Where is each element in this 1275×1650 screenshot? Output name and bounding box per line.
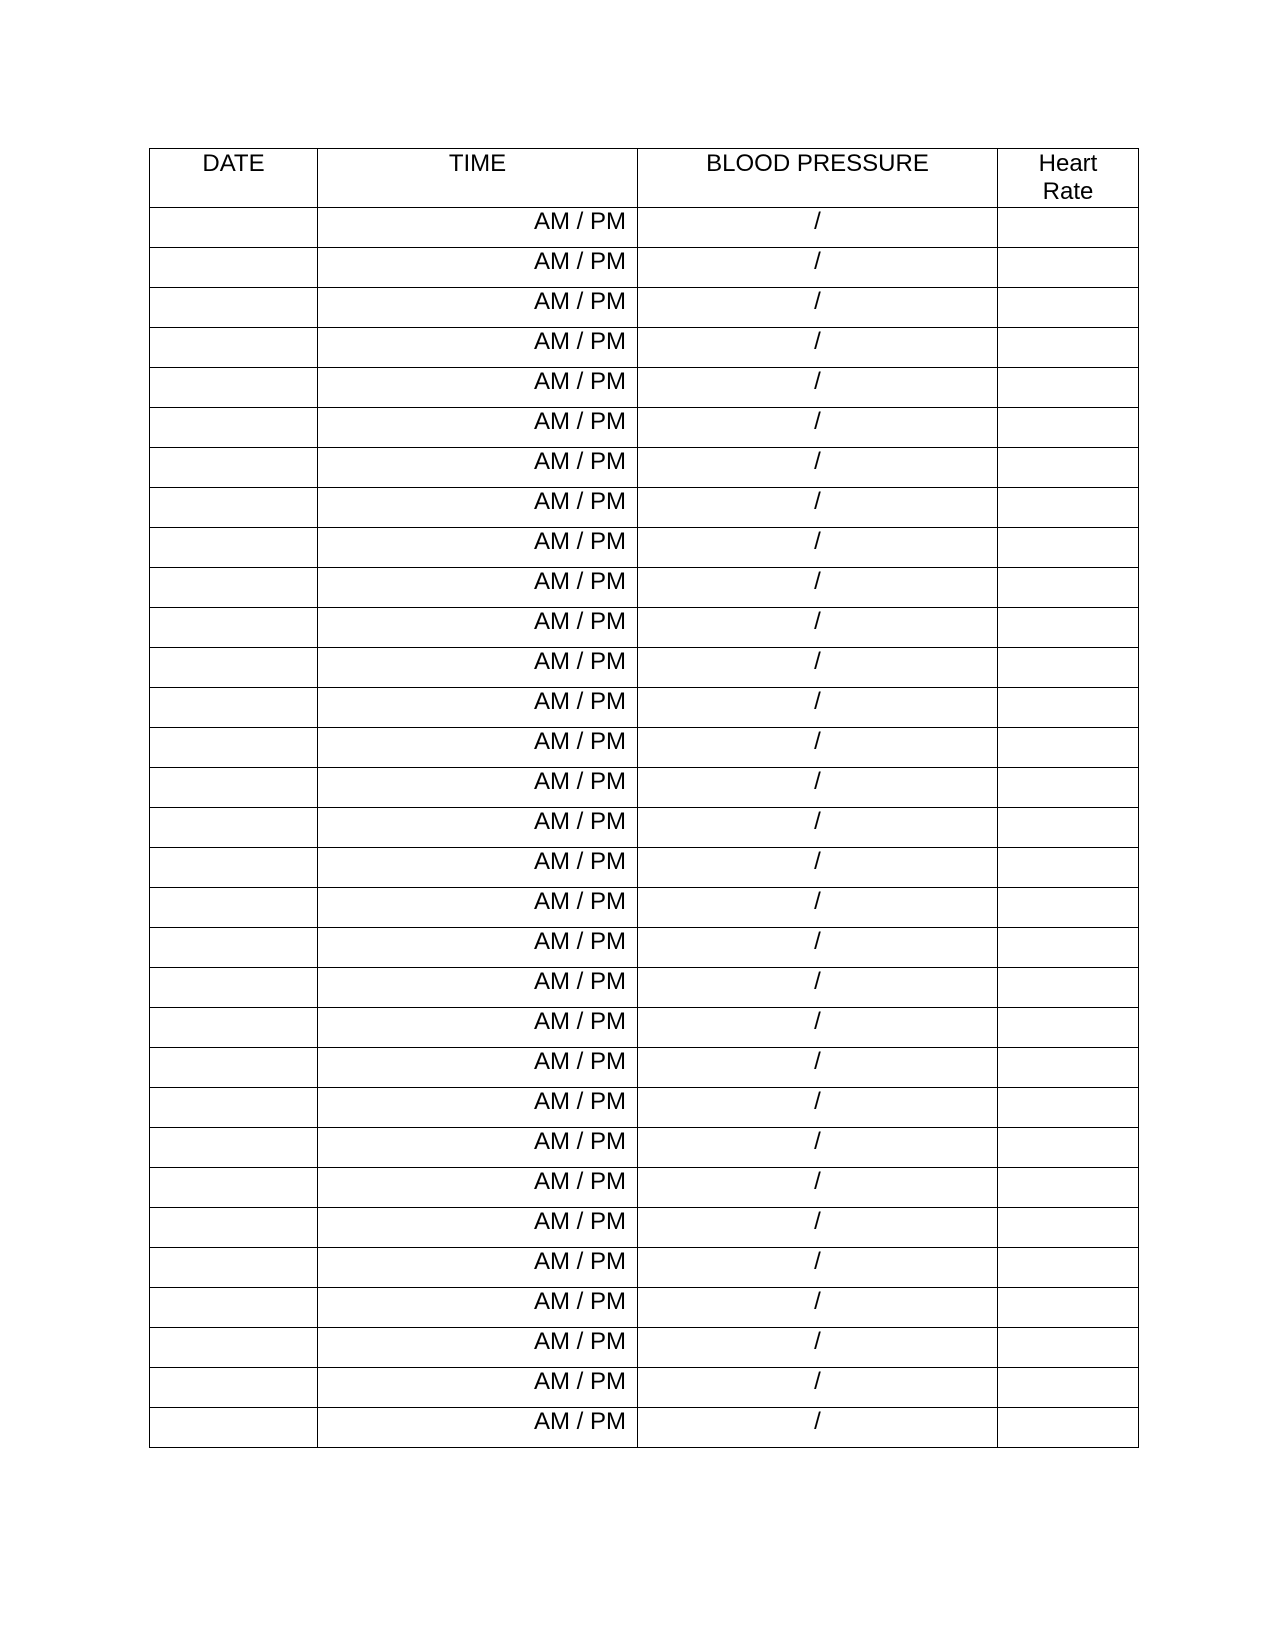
time-cell[interactable]: AM / PM: [318, 488, 638, 528]
blood-pressure-cell[interactable]: /: [638, 808, 998, 848]
table-row: [150, 1008, 1139, 1048]
time-cell[interactable]: AM / PM: [318, 568, 638, 608]
time-cell[interactable]: AM / PM: [318, 1288, 638, 1328]
heart-rate-cell[interactable]: [998, 928, 1139, 968]
heart-rate-cell[interactable]: [998, 1328, 1139, 1368]
blood-pressure-cell[interactable]: /: [638, 1008, 998, 1048]
heart-rate-cell[interactable]: [998, 1248, 1139, 1288]
heart-rate-cell[interactable]: [998, 1288, 1139, 1328]
heart-rate-cell[interactable]: [998, 288, 1139, 328]
blood-pressure-cell[interactable]: /: [638, 888, 998, 928]
date-cell[interactable]: [150, 408, 318, 448]
date-cell[interactable]: [150, 248, 318, 288]
date-cell[interactable]: [150, 648, 318, 688]
date-cell[interactable]: [150, 1008, 318, 1048]
header-blood-pressure: BLOOD PRESSURE: [638, 149, 998, 208]
date-cell[interactable]: [150, 688, 318, 728]
date-cell[interactable]: [150, 1208, 318, 1248]
date-cell[interactable]: [150, 568, 318, 608]
table-row: [150, 448, 1139, 488]
header-time: TIME: [318, 149, 638, 208]
blood-pressure-cell[interactable]: /: [638, 968, 998, 1008]
blood-pressure-cell[interactable]: /: [638, 1088, 998, 1128]
header-heart-rate: [998, 149, 1139, 208]
time-cell[interactable]: AM / PM: [318, 368, 638, 408]
table-row: [150, 1048, 1139, 1088]
date-cell[interactable]: [150, 928, 318, 968]
header-heart-rate-line1: Heart: [1038, 150, 1098, 177]
time-cell[interactable]: AM / PM: [318, 208, 638, 248]
date-cell[interactable]: [150, 528, 318, 568]
blood-pressure-cell[interactable]: /: [638, 1368, 998, 1408]
time-cell[interactable]: AM / PM: [318, 1208, 638, 1248]
table-row: [150, 1248, 1139, 1288]
date-cell[interactable]: [150, 1088, 318, 1128]
table-row: [150, 528, 1139, 568]
table-row: [150, 1368, 1139, 1408]
blood-pressure-log-table: [149, 148, 1139, 1448]
blood-pressure-cell[interactable]: /: [638, 928, 998, 968]
blood-pressure-cell[interactable]: /: [638, 648, 998, 688]
heart-rate-cell[interactable]: [998, 1128, 1139, 1168]
heart-rate-cell[interactable]: [998, 768, 1139, 808]
blood-pressure-cell[interactable]: /: [638, 1168, 998, 1208]
table-row: [150, 1408, 1139, 1448]
date-cell[interactable]: [150, 768, 318, 808]
heart-rate-cell[interactable]: [998, 728, 1139, 768]
heart-rate-cell[interactable]: [998, 1048, 1139, 1088]
blood-pressure-cell[interactable]: /: [638, 328, 998, 368]
heart-rate-cell[interactable]: [998, 1408, 1139, 1448]
heart-rate-cell[interactable]: [998, 688, 1139, 728]
table-row: [150, 248, 1139, 288]
heart-rate-cell[interactable]: [998, 368, 1139, 408]
table-row: [150, 208, 1139, 248]
time-cell[interactable]: AM / PM: [318, 888, 638, 928]
date-cell[interactable]: [150, 208, 318, 248]
time-cell[interactable]: AM / PM: [318, 528, 638, 568]
heart-rate-cell[interactable]: [998, 888, 1139, 928]
heart-rate-cell[interactable]: [998, 408, 1139, 448]
time-cell[interactable]: AM / PM: [318, 728, 638, 768]
table-row: [150, 848, 1139, 888]
heart-rate-cell[interactable]: [998, 448, 1139, 488]
heart-rate-cell[interactable]: [998, 248, 1139, 288]
table-row: [150, 688, 1139, 728]
date-cell[interactable]: [150, 1368, 318, 1408]
heart-rate-cell[interactable]: [998, 208, 1139, 248]
time-cell[interactable]: AM / PM: [318, 968, 638, 1008]
blood-pressure-cell[interactable]: /: [638, 1048, 998, 1088]
blood-pressure-cell[interactable]: /: [638, 608, 998, 648]
time-cell[interactable]: AM / PM: [318, 1048, 638, 1088]
date-cell[interactable]: [150, 888, 318, 928]
heart-rate-cell[interactable]: [998, 648, 1139, 688]
date-cell[interactable]: [150, 1328, 318, 1368]
table-row: [150, 288, 1139, 328]
header-row: [150, 149, 1139, 208]
time-cell[interactable]: AM / PM: [318, 1408, 638, 1448]
blood-pressure-cell[interactable]: /: [638, 688, 998, 728]
time-cell[interactable]: AM / PM: [318, 1008, 638, 1048]
blood-pressure-cell[interactable]: /: [638, 248, 998, 288]
date-cell[interactable]: [150, 448, 318, 488]
blood-pressure-cell[interactable]: /: [638, 528, 998, 568]
blood-pressure-cell[interactable]: /: [638, 1208, 998, 1248]
date-cell[interactable]: [150, 728, 318, 768]
blood-pressure-cell[interactable]: /: [638, 848, 998, 888]
heart-rate-cell[interactable]: [998, 528, 1139, 568]
heart-rate-cell[interactable]: [998, 488, 1139, 528]
blood-pressure-cell[interactable]: /: [638, 1288, 998, 1328]
date-cell[interactable]: [150, 608, 318, 648]
time-cell[interactable]: AM / PM: [318, 1368, 638, 1408]
time-cell[interactable]: AM / PM: [318, 848, 638, 888]
heart-rate-cell[interactable]: [998, 808, 1139, 848]
time-cell[interactable]: AM / PM: [318, 608, 638, 648]
table-row: [150, 608, 1139, 648]
time-cell[interactable]: AM / PM: [318, 1328, 638, 1368]
heart-rate-cell[interactable]: [998, 1168, 1139, 1208]
blood-pressure-cell[interactable]: /: [638, 408, 998, 448]
date-cell[interactable]: [150, 368, 318, 408]
time-cell[interactable]: AM / PM: [318, 1168, 638, 1208]
time-cell[interactable]: AM / PM: [318, 1128, 638, 1168]
table-row: [150, 328, 1139, 368]
date-cell[interactable]: [150, 968, 318, 1008]
date-cell[interactable]: [150, 328, 318, 368]
table-row: [150, 648, 1139, 688]
heart-rate-cell[interactable]: [998, 1008, 1139, 1048]
table-row: [150, 1088, 1139, 1128]
blood-pressure-cell[interactable]: /: [638, 1128, 998, 1168]
table-row: [150, 568, 1139, 608]
time-cell[interactable]: AM / PM: [318, 808, 638, 848]
time-cell[interactable]: AM / PM: [318, 928, 638, 968]
date-cell[interactable]: [150, 1168, 318, 1208]
blood-pressure-cell[interactable]: /: [638, 368, 998, 408]
table-row: [150, 968, 1139, 1008]
table-row: [150, 488, 1139, 528]
heart-rate-cell[interactable]: [998, 568, 1139, 608]
date-cell[interactable]: [150, 1048, 318, 1088]
table-row: [150, 928, 1139, 968]
date-cell[interactable]: [150, 1408, 318, 1448]
header-heart-rate-line2: Rate: [1042, 178, 1094, 205]
heart-rate-cell[interactable]: [998, 1368, 1139, 1408]
heart-rate-cell[interactable]: [998, 608, 1139, 648]
blood-pressure-cell[interactable]: /: [638, 1408, 998, 1448]
heart-rate-cell[interactable]: [998, 848, 1139, 888]
blood-pressure-cell[interactable]: /: [638, 208, 998, 248]
time-cell[interactable]: AM / PM: [318, 408, 638, 448]
table-row: [150, 368, 1139, 408]
date-cell[interactable]: [150, 808, 318, 848]
heart-rate-cell[interactable]: [998, 328, 1139, 368]
table-row: [150, 1328, 1139, 1368]
date-cell[interactable]: [150, 1128, 318, 1168]
blood-pressure-cell[interactable]: /: [638, 1248, 998, 1288]
table-row: [150, 1208, 1139, 1248]
table-row: [150, 408, 1139, 448]
time-cell[interactable]: AM / PM: [318, 328, 638, 368]
table-row: [150, 1168, 1139, 1208]
time-cell[interactable]: AM / PM: [318, 1248, 638, 1288]
date-cell[interactable]: [150, 288, 318, 328]
table-header: [150, 149, 1139, 208]
blood-pressure-cell[interactable]: /: [638, 768, 998, 808]
time-cell[interactable]: AM / PM: [318, 248, 638, 288]
blood-pressure-cell[interactable]: /: [638, 1328, 998, 1368]
time-cell[interactable]: AM / PM: [318, 288, 638, 328]
table-body: [150, 208, 1139, 1448]
date-cell[interactable]: [150, 488, 318, 528]
time-cell[interactable]: AM / PM: [318, 448, 638, 488]
time-cell[interactable]: AM / PM: [318, 768, 638, 808]
blood-pressure-cell[interactable]: /: [638, 448, 998, 488]
heart-rate-cell[interactable]: [998, 1208, 1139, 1248]
blood-pressure-cell[interactable]: /: [638, 728, 998, 768]
blood-pressure-cell[interactable]: /: [638, 288, 998, 328]
blood-pressure-cell[interactable]: /: [638, 568, 998, 608]
table-row: [150, 1288, 1139, 1328]
date-cell[interactable]: [150, 848, 318, 888]
header-date: DATE: [150, 149, 318, 208]
date-cell[interactable]: [150, 1288, 318, 1328]
time-cell[interactable]: AM / PM: [318, 648, 638, 688]
heart-rate-cell[interactable]: [998, 1088, 1139, 1128]
time-cell[interactable]: AM / PM: [318, 1088, 638, 1128]
time-cell[interactable]: AM / PM: [318, 688, 638, 728]
table-row: [150, 1128, 1139, 1168]
table-row: [150, 768, 1139, 808]
table-row: [150, 728, 1139, 768]
blood-pressure-cell[interactable]: /: [638, 488, 998, 528]
heart-rate-cell[interactable]: [998, 968, 1139, 1008]
table-row: [150, 808, 1139, 848]
date-cell[interactable]: [150, 1248, 318, 1288]
table-row: [150, 888, 1139, 928]
